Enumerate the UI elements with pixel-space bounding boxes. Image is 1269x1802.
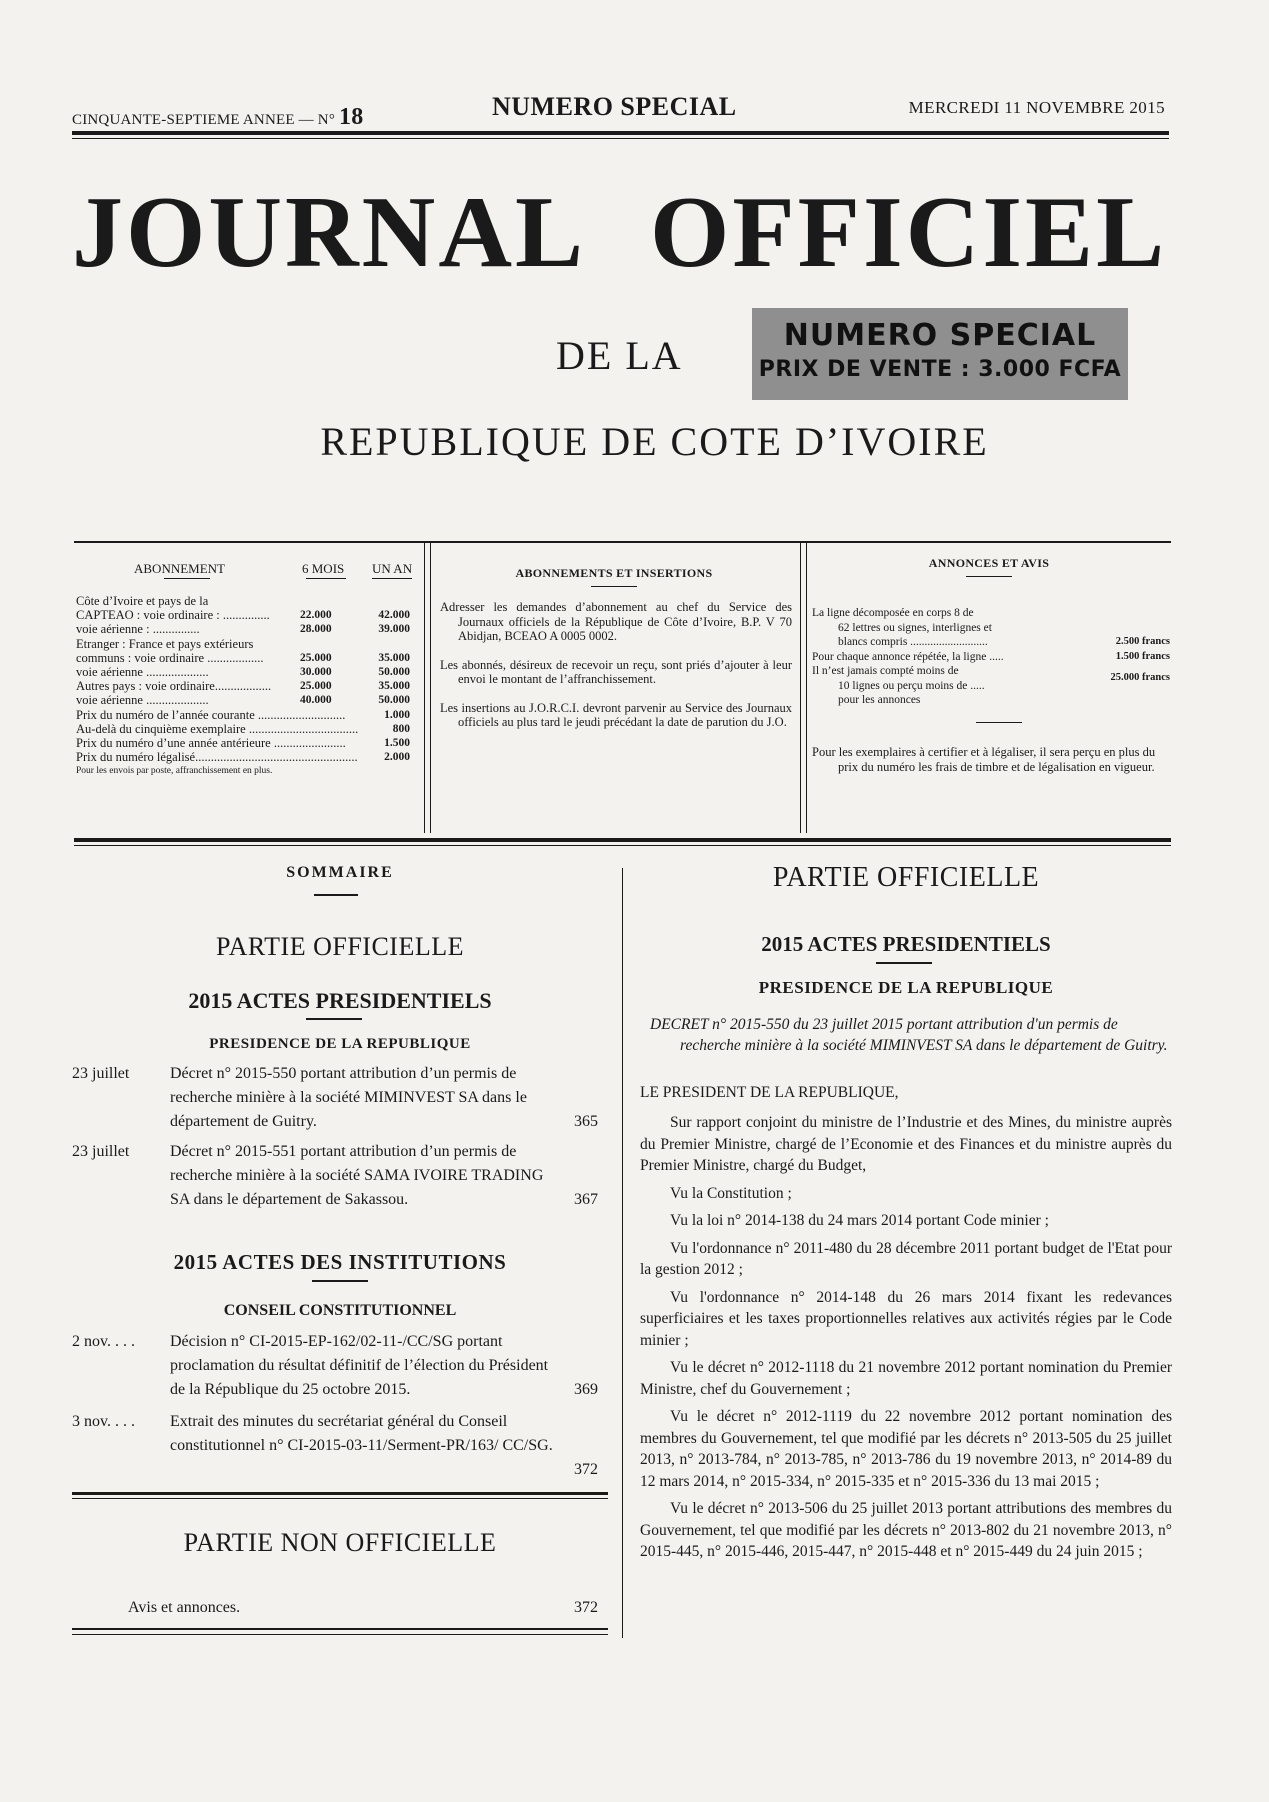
insertions-p3: Les insertions au J.O.R.C.I. devront parvenir au Service des Journaux officiels au plus tard le jeudi précédant la date de parution du J.O. [440,700,792,729]
abonnement-row-label: Prix du numéro d’une année antérieure ....................... [76,735,346,750]
annonces-l1: La ligne décomposée en corps 8 de [812,607,974,619]
annonces-l2: 62 lettres ou signes, interlignes et [838,621,992,634]
masthead-de-la: DE LA [556,333,683,378]
special-box-price: PRIX DE VENTE : 3.000 FCFA [758,357,1122,382]
abonnement-row-label: Etranger : France et pays extérieurs [76,636,254,651]
annonces-text [812,606,1170,775]
abonnement-rows [76,594,418,764]
tariff-separator-2 [800,541,807,833]
decret-para: Vu la Constitution ; [670,1184,792,1202]
sommaire-item-date: 2 nov. . . . [72,1333,135,1350]
masthead-country: REPUBLIQUE DE COTE D’IVOIRE [320,419,989,464]
special-price-box [752,308,1128,400]
right-partie-officielle: PARTIE OFFICIELLE [772,862,1040,893]
header-rule [72,131,1169,135]
sommaire-item [72,1140,608,1214]
decret-para: Vu le décret n° 2013-506 du 25 juillet 2013 portant attributions des membres du Gouvernement, tel que modifié par les décrets n° 2013-802 du 21 novembre 2013, n° 2015-445, n° 2015-446, 2015-447, n° 2015-448 et n° 2015-449 du 24 juin 2015 ; [640,1500,1172,1560]
abonnement-col-label: ABONNEMENT [134,561,225,576]
abonnement-row-label: Côte d’Ivoire et pays de la [76,594,209,608]
header-rule-thin [72,138,1169,139]
abonnement-row-label: Prix du numéro de l’année courante ............................ [76,707,346,722]
sommaire-item-date: 23 juillet [72,1065,130,1082]
annonces-l7: pour les annonces [838,694,921,706]
sommaire-item-text: Décret n° 2015-551 portant attribution d’un permis de recherche minière à la société SAMA IVOIRE TRADING SA dans le département de Sakassou. [170,1143,544,1208]
decret-para: Sur rapport conjoint du ministre de l’Industrie et des Mines, du ministre auprès du Premier Ministre, chargé de l’Economie et des Finances et du ministre auprès du Premier Ministre, chargé du Budget, [640,1114,1172,1174]
le-president: LE PRESIDENT DE LA REPUBLIQUE, [640,1084,899,1101]
abonnement-row-1an: 1.000 [384,708,410,721]
sommaire-item-page: 372 [574,1461,598,1478]
sommaire-item-text: Décret n° 2015-550 portant attribution d’un permis de recherche minière à la société MIMINVEST SA dans le département de Guitry. [170,1065,527,1130]
sommaire-item [72,1330,608,1404]
insertions-text [440,600,792,744]
sommaire-item-text: Extrait des minutes du secrétariat général du Conseil constitutionnel n° CI-2015-03-11/Serment-PR/163/ CC/SG. [170,1413,553,1454]
annonces-header [808,556,1170,587]
abonnement-row-6mois: 30.000 [300,665,332,678]
abonnement-row [76,622,418,636]
abonnement-row-6mois: 25.000 [300,651,332,664]
decret-para: Vu le décret n° 2012-1118 du 21 novembre 2012 portant nomination du Premier Ministre, chef du Gouvernement ; [640,1359,1172,1398]
right-actes-presidentiels: 2015 ACTES PRESIDENTIELS [761,932,1051,956]
insertions-p1: Adresser les demandes d’abonnement au chef du Service des Journaux officiels de la République de Côte d’Ivoire, B.P. V 70 Abidjan, BCEAO A 0005 0002. [440,600,792,643]
abonnement-row [76,693,418,707]
sommaire-partie-non-officielle: PARTIE NON OFFICIELLE [183,1528,497,1557]
right-presidence: PRESIDENCE DE LA REPUBLIQUE [758,978,1054,997]
abonnement-header [76,554,418,576]
abonnement-row-1an: 1.500 [384,736,410,749]
decret-para: Vu l'ordonnance n° 2014-148 du 26 mars 2014 fixant les redevances superficiaires et les taxes proportionnelles relatives aux activités régies par le Code minier ; [640,1288,1172,1349]
sommaire-partie-officielle: PARTIE OFFICIELLE [216,932,464,961]
insertions-header [432,556,796,597]
abonnement-row [76,651,418,665]
special-label: NUMERO SPECIAL [492,92,737,121]
sommaire-item-page: 369 [574,1381,598,1398]
abonnement-row-label: Prix du numéro légalisé.................................................... [76,750,358,765]
abonnement-note: Pour les envois par poste, affranchissement en plus. [76,766,273,777]
column-separator [622,868,623,1638]
sommaire-bottom-rule [72,1628,608,1630]
abonnement-table [76,554,418,778]
abonnement-row [76,665,418,679]
sommaire-actes-presidentiels: 2015 ACTES PRESIDENTIELS [188,988,492,1013]
sommaire-presidence: PRESIDENCE DE LA REPUBLIQUE [209,1036,471,1052]
tariff-separator-1 [424,541,431,833]
masthead-title [72,176,1168,289]
abonnement-row [76,708,418,722]
sommaire-rule [72,1492,608,1495]
abonnement-row-1an: 35.000 [378,651,410,664]
abonnement-col-1an: UN AN [372,561,413,576]
sommaire-item-page: 365 [574,1113,598,1130]
decret-body [640,1112,1172,1569]
abonnement-row-1an: 35.000 [378,680,410,693]
annonces-v1: 2.500 francs [1115,636,1170,647]
year-label: CINQUANTE-SEPTIEME ANNEE — N° [72,112,336,128]
abonnement-row-label: voie aérienne .................... [76,664,209,679]
abonnement-row [76,679,418,693]
abonnement-row-1an: 800 [392,722,410,735]
abonnement-row-6mois: 28.000 [300,623,332,636]
sommaire-item-date: 3 nov. . . . [72,1413,135,1430]
tariff-bottom-rule-thin [74,845,1171,846]
annonces-v3: 25.000 francs [1110,671,1170,683]
decret-para: Vu la loi n° 2014-138 du 24 mars 2014 portant Code minier ; [670,1212,1049,1229]
sommaire-bottom-rule-thin [72,1634,608,1635]
abonnement-row-6mois: 22.000 [300,609,332,622]
abonnement-row-label: Autres pays : voie ordinaire.................. [76,679,272,694]
annonces-l5: Il n’est jamais compté moins de [812,665,959,677]
insertions-title: ABONNEMENTS ET INSERTIONS [515,566,713,580]
abonnement-row [76,637,418,651]
issue-number: 18 [339,104,364,130]
abonnement-row-1an: 42.000 [378,609,410,622]
issue-date: MERCREDI 11 NOVEMBRE 2015 [908,98,1165,117]
issue-header [72,92,1165,130]
abonnement-row-6mois: 40.000 [300,694,332,707]
abonnement-row [76,736,418,750]
annonces-l6: 10 lignes ou perçu moins de ..... [838,679,985,692]
sommaire-item [72,1062,608,1136]
sommaire-item [72,1410,608,1484]
tariff-bottom-rule [74,838,1171,842]
masthead-word2: OFFICIEL [650,176,1168,289]
sommaire-title: SOMMAIRE [286,864,394,881]
annonces-v2: 1.500 francs [1115,650,1170,662]
sommaire-rule-thin [72,1498,608,1499]
masthead-word1: JOURNAL [72,176,587,289]
sommaire-item-page: 367 [574,1191,598,1208]
abonnement-col-6mois: 6 MOIS [302,561,345,576]
abonnement-row-label: CAPTEAO : voie ordinaire : ............... [76,608,270,623]
abonnement-row-1an: 50.000 [378,694,410,707]
sommaire-avis-page: 372 [574,1599,598,1616]
abonnement-note-row [76,764,418,778]
abonnement-row [76,594,418,608]
annonces-l3: blancs compris ........................... [838,636,988,648]
sommaire-avis: Avis et annonces. [128,1599,241,1616]
abonnement-row-1an: 2.000 [384,751,410,764]
sommaire-item-text: Décision n° CI-2015-EP-162/02-11-/CC/SG portant proclamation du résultat définitif de l’élection du Président de la République du 25 octobre 2015. [170,1333,549,1398]
annonces-title: ANNONCES ET AVIS [928,556,1050,570]
abonnement-row-label: voie aérienne .................... [76,693,209,708]
insertions-p2: Les abonnés, désireux de recevoir un reçu, sont priés d’ajouter à leur envoi le montant de l’affranchissement. [440,657,792,686]
annonces-l4: Pour chaque annonce répétée, la ligne ..... [812,650,1004,663]
abonnement-row-label: voie aérienne : ............... [76,622,200,637]
sommaire-item-date: 23 juillet [72,1143,130,1160]
sommaire-actes-institutions: 2015 ACTES DES INSTITUTIONS [173,1250,507,1274]
abonnement-row-label: Au-delà du cinquième exemplaire ................................... [76,721,359,736]
special-box-title: NUMERO SPECIAL [783,318,1097,353]
decret-para: Vu l'ordonnance n° 2011-480 du 28 décembre 2011 portant budget de l'Etat pour la gestion 2012 ; [640,1239,1172,1278]
annonces-p2: Pour les exemplaires à certifier et à légaliser, il sera perçu en plus du prix du numéro les frais de timbre et de légalisation en vigueur. [812,744,1156,774]
abonnement-row-6mois: 25.000 [300,680,332,693]
abonnement-row [76,608,418,622]
abonnement-row-1an: 39.000 [378,623,410,636]
abonnement-row [76,750,418,764]
issue-year [72,104,363,131]
abonnement-row-1an: 50.000 [378,665,410,678]
abonnement-row [76,722,418,736]
sommaire-conseil: CONSEIL CONSTITUTIONNEL [223,1302,457,1319]
decret-para: Vu le décret n° 2012-1119 du 22 novembre 2012 portant nomination des membres du Gouvernement, tel que modifié par les décrets n° 2013-505 du 25 juillet 2013, n° 2013-784, n° 2013-785, n° 2013-786 du 19 novembre 2013, n° 2014-89 du 12 mars 2014, n° 2015-334, n° 2015-335 et n° 2015-336 du 13 mai 2015 ; [640,1408,1172,1490]
decret-title: DECRET n° 2015-550 du 23 juillet 2015 portant attribution d'un permis de recherche minière à la société MIMINVEST SA dans le département de Guitry. [650,1016,1168,1054]
sommaire-avis-item [72,1596,608,1622]
abonnement-row-label: communs : voie ordinaire .................. [76,650,264,665]
